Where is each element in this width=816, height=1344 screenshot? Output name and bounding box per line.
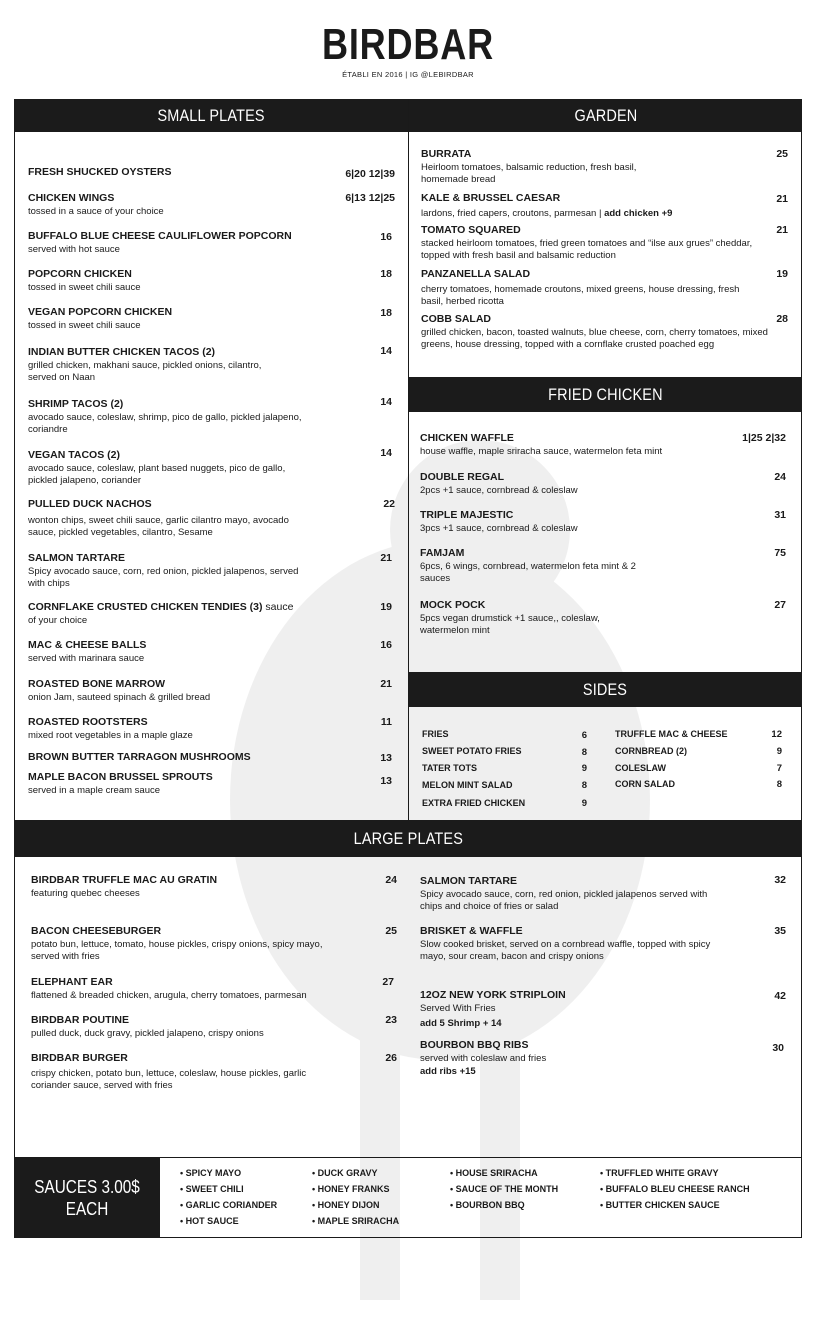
item-name: MOCK POCK <box>420 599 486 611</box>
menu-item <box>420 509 720 535</box>
item-price: 16 <box>380 231 392 243</box>
item-name: BIRDBAR BURGER <box>31 1052 128 1064</box>
item-description: 3pcs +1 sauce, cornbread & coleslaw <box>420 523 578 534</box>
menu-item <box>421 224 761 262</box>
menu-item <box>28 449 308 487</box>
sauce-item: • DUCK GRAVY <box>312 1168 378 1178</box>
menu-item <box>28 601 348 627</box>
item-description: served with marinara sauce <box>28 653 145 664</box>
section-small-plates: SMALL PLATES <box>14 99 408 132</box>
item-description: tossed in sweet chili sauce <box>28 282 141 293</box>
item-price: 1|25 2|32 <box>742 432 786 444</box>
item-price: 30 <box>772 1042 784 1054</box>
menu-item <box>31 925 331 963</box>
item-name: BOURBON BBQ RIBS <box>420 1039 529 1051</box>
item-name: COBB SALAD <box>421 313 491 325</box>
sauce-item: • HONEY FRANKS <box>312 1184 390 1194</box>
item-price: 21 <box>776 193 788 205</box>
side-price: 8 <box>581 747 587 758</box>
item-description: cherry tomatoes, homemade croutons, mixed greens, house dressing, fresh basil, herbed ricotta <box>421 284 740 307</box>
item-name: INDIAN BUTTER CHICKEN TACOS (2) <box>28 346 216 358</box>
item-name: TOMATO SQUARED <box>421 224 521 236</box>
item-description: flattened & breaded chicken, arugula, cherry tomatoes, parmesan <box>31 990 307 1001</box>
item-description: lardons, fried capers, croutons, parmesan | add chicken +9 <box>421 208 673 219</box>
item-price: 25 <box>385 925 397 937</box>
sauce-item: • SWEET CHILI <box>180 1184 244 1194</box>
menu-item <box>28 192 328 218</box>
side-name: TRUFFLE MAC & CHEESE <box>615 729 728 739</box>
item-name: CHICKEN WINGS <box>28 192 115 204</box>
item-description: of your choice <box>28 615 88 626</box>
item-name: SALMON TARTARE <box>420 875 518 887</box>
menu-item <box>28 751 328 764</box>
item-description: house waffle, maple sriracha sauce, watermelon feta mint <box>420 446 663 457</box>
item-price: 19 <box>776 268 788 280</box>
item-price: 6|13 12|25 <box>345 192 395 204</box>
side-price: 9 <box>776 746 782 757</box>
brand-header <box>0 22 816 79</box>
section-large-plates: LARGE PLATES <box>14 820 802 857</box>
menu-item <box>28 230 338 256</box>
item-name: BIRDBAR TRUFFLE MAC AU GRATIN <box>31 874 218 886</box>
menu-item <box>28 716 328 742</box>
item-name: DOUBLE REGAL <box>420 471 504 483</box>
sauce-item: • BOURBON BBQ <box>450 1200 525 1210</box>
item-price: 14 <box>380 345 392 357</box>
sauce-item: • SPICY MAYO <box>180 1168 242 1178</box>
menu-item <box>31 1052 331 1092</box>
item-name: ROASTED ROOTSTERS <box>28 716 148 728</box>
item-name: BROWN BUTTER TARRAGON MUSHROOMS <box>28 751 251 763</box>
menu-item <box>421 313 786 351</box>
item-description: avocado sauce, coleslaw, plant based nuggets, pico de gallo, pickled jalapeno, coriander <box>28 463 286 486</box>
item-price: 19 <box>380 601 392 613</box>
item-description: grilled chicken, makhani sauce, pickled onions, cilantro, served on Naan <box>28 360 262 383</box>
item-price: 18 <box>380 268 392 280</box>
item-price: 21 <box>380 678 392 690</box>
side-price: 9 <box>581 798 587 809</box>
item-description: Served With Fries <box>420 1003 496 1014</box>
item-description: Heirloom tomatoes, balsamic reduction, fresh basil, homemade bread <box>421 162 637 185</box>
item-price: 11 <box>380 716 392 728</box>
item-price: 14 <box>380 396 392 408</box>
menu-item <box>28 398 308 436</box>
brand-title: BIRDBAR <box>321 20 495 69</box>
item-name: 12OZ NEW YORK STRIPLOIN <box>420 989 566 1001</box>
menu-item <box>421 192 761 220</box>
item-description: served with hot sauce <box>28 244 120 255</box>
menu-item <box>28 498 318 539</box>
menu-item <box>28 678 328 704</box>
item-description: 5pcs vegan drumstick +1 sauce,, coleslaw, watermelon mint <box>420 613 600 636</box>
sauce-item: • BUFFALO BLEU CHEESE RANCH <box>600 1184 750 1194</box>
item-description: wonton chips, sweet chili sauce, garlic cilantro mayo, avocado sauce, pickled vegetables, cilantro, Sesame <box>28 515 289 538</box>
item-description: potato bun, lettuce, tomato, house pickles, crispy onions, spicy mayo, served with fries <box>31 939 323 962</box>
item-price: 13 <box>380 775 392 787</box>
item-description: tossed in sweet chili sauce <box>28 320 141 331</box>
menu-item <box>28 306 328 332</box>
menu-item <box>28 771 328 797</box>
item-description: mixed root vegetables in a maple glaze <box>28 730 193 741</box>
sauce-item: • HONEY DIJON <box>312 1200 380 1210</box>
item-price: 26 <box>385 1052 397 1064</box>
sauces-title-box <box>14 1158 160 1238</box>
side-name: FRIES <box>422 729 449 739</box>
item-name: PANZANELLA SALAD <box>421 268 531 280</box>
item-name: BUFFALO BLUE CHEESE CAULIFLOWER POPCORN <box>28 230 292 242</box>
item-name: TRIPLE MAJESTIC <box>420 509 514 521</box>
item-price: 25 <box>776 148 788 160</box>
side-name: SWEET POTATO FRIES <box>422 746 522 756</box>
item-description: Slow cooked brisket, served on a cornbread waffle, topped with spicy mayo, sour cream, bacon and crispy onions <box>420 939 711 962</box>
item-price: 13 <box>380 752 392 764</box>
item-price: 24 <box>774 471 786 483</box>
menu-item <box>28 268 328 294</box>
item-price: 28 <box>776 313 788 325</box>
menu-item <box>420 1039 730 1078</box>
item-description: avocado sauce, coleslaw, shrimp, pico de gallo, pickled jalapeno, coriandre <box>28 412 302 435</box>
item-description: onion Jam, sauteed spinach & grilled bread <box>28 692 211 703</box>
item-name: VEGAN TACOS (2) <box>28 449 120 461</box>
item-name: POPCORN CHICKEN <box>28 268 132 280</box>
item-price: 27 <box>382 976 394 988</box>
side-name: CORNBREAD (2) <box>615 746 687 756</box>
item-price: 32 <box>774 874 786 886</box>
menu-item <box>420 471 720 497</box>
item-description: served in a maple cream sauce <box>28 785 161 796</box>
item-price: 6|20 12|39 <box>345 168 395 180</box>
item-name: BIRDBAR POUTINE <box>31 1014 130 1026</box>
menu-item <box>421 148 681 186</box>
menu-item <box>421 268 761 308</box>
item-price: 14 <box>380 447 392 459</box>
side-price: 8 <box>776 779 782 790</box>
sauces-title-line2: EACH <box>65 1199 109 1219</box>
item-description: 2pcs +1 sauce, cornbread & coleslaw <box>420 485 578 496</box>
side-name: EXTRA FRIED CHICKEN <box>422 798 526 808</box>
menu-item <box>420 925 730 963</box>
sauce-item: • TRUFFLED WHITE GRAVY <box>600 1168 719 1178</box>
item-name: FAMJAM <box>420 547 465 559</box>
item-price: 35 <box>774 925 786 937</box>
item-price: 24 <box>385 874 397 886</box>
side-name: COLESLAW <box>615 763 666 773</box>
sauce-item: • GARLIC CORIANDER <box>180 1200 278 1210</box>
item-price: 23 <box>385 1014 397 1026</box>
menu-item <box>420 989 730 1030</box>
item-description: grilled chicken, bacon, toasted walnuts, blue cheese, corn, cherry tomatoes, mixed greens, house dressing, topped with a cornflake crusted poached egg <box>421 327 768 350</box>
item-price: 21 <box>776 224 788 236</box>
item-description: tossed in a sauce of your choice <box>28 206 164 217</box>
menu-item <box>31 1014 351 1040</box>
menu-item <box>28 166 328 179</box>
side-name: TATER TOTS <box>422 763 477 773</box>
section-garden: GARDEN <box>409 99 802 132</box>
item-price: 16 <box>380 639 392 651</box>
item-name: MAPLE BACON BRUSSEL SPROUTS <box>28 771 213 783</box>
item-name: CORNFLAKE CRUSTED CHICKEN TENDIES (3) sauce <box>28 601 294 613</box>
sauce-item: • HOT SAUCE <box>180 1216 239 1226</box>
item-name: ELEPHANT EAR <box>31 976 113 988</box>
item-extra: add 5 Shrimp + 14 <box>420 1018 502 1029</box>
menu-item <box>28 552 308 590</box>
item-description: stacked heirloom tomatoes, fried green tomatoes and “ilse aux grues” cheddar, topped with fresh basil and balsamic reduction <box>421 238 753 261</box>
item-price: 18 <box>380 307 392 319</box>
side-name: MELON MINT SALAD <box>422 780 513 790</box>
side-price: 7 <box>776 763 782 774</box>
item-name: VEGAN POPCORN CHICKEN <box>28 306 173 318</box>
menu-item <box>31 976 361 1002</box>
menu-item <box>420 599 640 637</box>
item-name: FRESH SHUCKED OYSTERS <box>28 166 172 178</box>
item-price: 42 <box>774 990 786 1002</box>
menu-item <box>420 432 720 458</box>
item-description: Spicy avocado sauce, corn, red onion, pickled jalapenos served with chips and choice of fries or salad <box>420 889 708 912</box>
menu-item <box>28 346 268 384</box>
side-price: 8 <box>581 780 587 791</box>
item-price: 21 <box>380 552 392 564</box>
item-description: pulled duck, duck gravy, pickled jalapeno, crispy onions <box>31 1028 264 1039</box>
item-name: BURRATA <box>421 148 472 160</box>
sauce-item: • MAPLE SRIRACHA <box>312 1216 400 1226</box>
item-price: 31 <box>774 509 786 521</box>
item-name: SHRIMP TACOS (2) <box>28 398 124 410</box>
item-description: 6pcs, 6 wings, cornbread, watermelon feta mint & 2 sauces <box>420 561 636 584</box>
item-name: SALMON TARTARE <box>28 552 126 564</box>
sauces-title-line1: SAUCES 3.00$ <box>34 1177 140 1197</box>
sauce-item: • HOUSE SRIRACHA <box>450 1168 538 1178</box>
item-description: Spicy avocado sauce, corn, red onion, pickled jalapenos, served with chips <box>28 566 299 589</box>
sauce-item: • BUTTER CHICKEN SAUCE <box>600 1200 720 1210</box>
item-name: PULLED DUCK NACHOS <box>28 498 152 510</box>
section-fried-chicken: FRIED CHICKEN <box>409 377 802 412</box>
brand-subtitle: ÉTABLI EN 2016 | IG @LEBIRDBAR <box>342 70 474 79</box>
side-price: 9 <box>581 763 587 774</box>
item-name: CHICKEN WAFFLE <box>420 432 514 444</box>
menu-item <box>420 547 660 585</box>
item-price: 75 <box>774 547 786 559</box>
section-sides: SIDES <box>409 672 802 707</box>
menu-item <box>28 639 328 665</box>
sauce-item: • SAUCE OF THE MONTH <box>450 1184 559 1194</box>
item-description: served with coleslaw and fries <box>420 1053 547 1064</box>
item-price: 27 <box>774 599 786 611</box>
item-name: KALE & BRUSSEL CAESAR <box>421 192 561 204</box>
item-name: BACON CHEESEBURGER <box>31 925 162 937</box>
side-name: CORN SALAD <box>615 779 675 789</box>
item-name: ROASTED BONE MARROW <box>28 678 166 690</box>
side-price: 12 <box>771 729 782 740</box>
menu-item <box>420 875 730 913</box>
item-name: MAC & CHEESE BALLS <box>28 639 147 651</box>
item-name: BRISKET & WAFFLE <box>420 925 523 937</box>
item-extra: add ribs +15 <box>420 1066 476 1077</box>
side-price: 6 <box>581 730 587 741</box>
item-description: featuring quebec cheeses <box>31 888 140 899</box>
menu-item <box>31 874 351 900</box>
column-divider <box>408 99 409 821</box>
item-description: crispy chicken, potato bun, lettuce, coleslaw, house pickles, garlic coriander sauce, served with fries <box>31 1068 307 1091</box>
item-price: 22 <box>383 498 395 510</box>
